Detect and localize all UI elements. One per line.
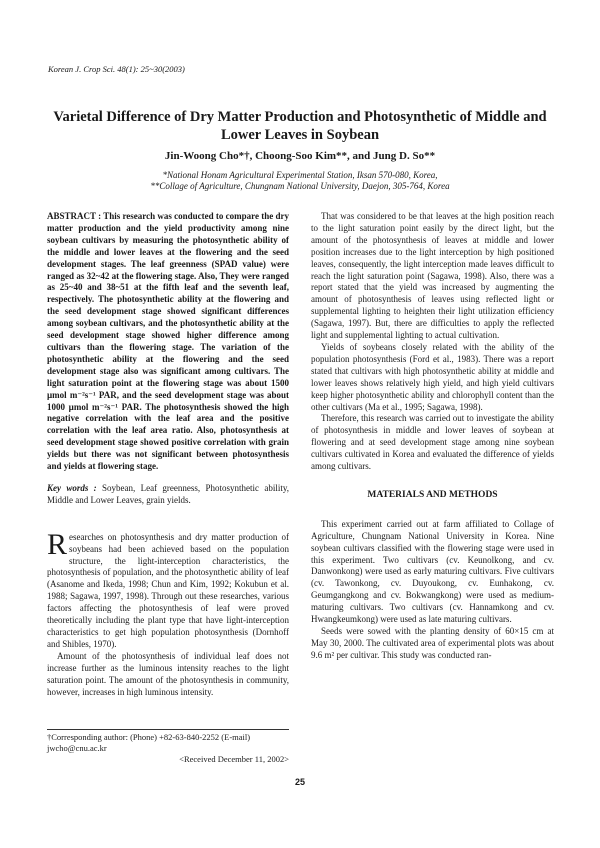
author-list: Jin-Woong Cho*†, Choong-Soo Kim**, and Jung D. So** xyxy=(164,150,436,162)
drop-cap: R xyxy=(47,527,68,561)
keywords-label: Key words : xyxy=(47,482,97,493)
footnote xyxy=(47,729,289,765)
section-heading-methods: MATERIALS AND METHODS xyxy=(367,489,498,500)
keywords-text: Soybean, Leaf greenness, Photosynthetic ability, Middle and Lower Leaves, grain yields. xyxy=(47,482,289,505)
intro-paragraph-3: That was considered to be that leaves at the high position reach to the light saturation point easily by the direct light, but the amount of the photosynthesis of leaves at middle and lower position increases due to the light interception by high positioned leaves, consequently, the light interception made leaves difficult to reach the light saturation point (Sagawa, 1998). Also, there was a report stated that the yield was increased by augmenting the amount of photosynthesis of leaves using reflected light or supplemental lighting to heighten their light utilization efficiency (Sagawa, 1997). But, there are difficulties to apply the reflected light and supplemental lighting to actual cultivation. xyxy=(311,211,554,341)
corresponding-author-note: †Corresponding author: (Phone) +82-63-840-2252 (E-mail) jwcho@cnu.ac.kr xyxy=(47,732,251,753)
intro-paragraph-2: Amount of the photosynthesis of individual leaf does not increase further as the luminous intensity reaches to the light saturation point. The amount of the photosynthesis in community, however, increases in high luminous intensity. xyxy=(47,650,289,697)
affiliation-2: **Collage of Agriculture, Chungnam National University, Daejon, 305-764, Korea xyxy=(150,181,450,191)
received-date: <Received December 11, 2002> xyxy=(179,754,289,764)
intro-paragraph-4: Yields of soybeans closely related with the ability of the population photosynthesis (Ford et al., 1983). There was a report stated that cultivars with high photosynthetic ability at middle and lower leaves shows relatively high yield, and high yield cultivars keep higher photosynthetic ability and chlorophyll content than the other cultivars (Ma et al., 1995; Sagawa, 1998). xyxy=(311,341,554,412)
paper-title: Varietal Difference of Dry Matter Production and Photosynthetic of Middle and Lower Leaves in Soybean xyxy=(53,109,547,143)
abstract: ABSTRACT : This research was conducted to compare the dry matter production and the yield productivity among nine soybean cultivars by measuring the photosynthetic ability of the middle and lower leaves at the flowering and the seed development stages. The leaf greenness (SPAD value) were ranged as 32~42 at the flowering stage. Also, They were ranged as 25~40 and 38~51 at the fifth leaf and the seventh leaf, respectively. The photosynthetic ability at the flowering and the seed development stage showed significant differences among soybean cultivars, and the photosynthetic ability at the seed development stage showed higher difference among cultivars than the flowering stage. The variation of the photosynthetic ability at the flowering and the seed development stage also was significant among cultivars. The light saturation point at the flowering stage was about 1500 µmol m⁻²s⁻¹ PAR, and the seed development stage was about 1000 µmol m⁻²s⁻¹ PAR. The photosynthesis showed the high negative correlation with the leaf area and the positive correlation with the leaf area ratio. Also, photosynthesis at seed development stage showed positive correlation with grain yields but there was not significant between photosynthesis and yields at flowering stage. xyxy=(47,211,289,472)
intro-paragraph-5: Therefore, this research was carried out to investigate the ability of photosynthesis in middle and lower leaves of soybean at flowering and at seed development stage among nine soybean cultivars cultivated in Korea and evaluated the difference of yields among cultivars. xyxy=(311,413,554,472)
left-column xyxy=(47,211,289,698)
methods-paragraph-2: Seeds were sowed with the planting density of 60×15 cm at May 30, 2000. The cultivated area of experimental plots was about 9.6 m² per cultivar. This study was conducted ran- xyxy=(311,626,554,660)
methods-paragraph-1: This experiment carried out at farm affiliated to Collage of Agriculture, Chungnam National University in Korea. Nine soybean cultivars classified with the flowering stage were used in this experiment. Two cultivars (cv. Keunolkong, and cv. Danwonkong) were used as early maturing cultivars. Five cultivars (cv. Tawonkong, cv. Duyoukong, cv. Eunhakong, cv. Geumgangkong and cv. Bokwangkong) were used as medium-maturing cultivars. Two cultivars (cv. Hannamkong and cv. Hwangkeumkong) were used as late maturing cultivars. xyxy=(311,518,554,625)
intro-paragraph-1 xyxy=(47,527,289,651)
affiliation-1: *National Honam Agricultural Experimental Station, Iksan 570-080, Korea, xyxy=(162,170,438,180)
keywords xyxy=(47,483,289,507)
intro-paragraph-1-text: esearches on photosynthesis and dry matter production of soybeans had been achieved based on the population structure, the light-interception characteristics, the photosynthesis of population, and the photosynthetic ability of leaf (Asanome and Ikeda, 1998; Chun and Kim, 1992; Kokubun et al. 1988; Sagawa, 1997, 1998). Through out these researches, various factors affecting the photosynthesis of leaf were proved theoretically including the plant type that have light-interception characteristics to get high population photosynthesis (Dornhoff and Shibles, 1970). xyxy=(47,531,289,649)
page-number: 25 xyxy=(294,777,305,787)
right-column xyxy=(311,211,554,662)
journal-reference: Korean J. Crop Sci. 48(1): 25~30(2003) xyxy=(48,64,185,74)
